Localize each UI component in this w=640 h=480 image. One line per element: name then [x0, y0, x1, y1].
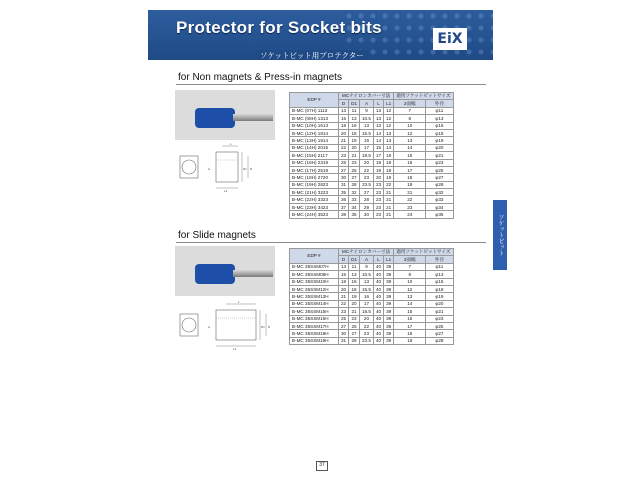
table-cell: 19 — [373, 159, 383, 166]
table-cell: 27 — [349, 174, 360, 181]
table-cell: 23 — [349, 159, 360, 166]
table-cell: φ25 — [426, 322, 453, 329]
table-cell: 22 — [384, 181, 394, 188]
col-group-cover: MCナイロンカバー寸法 — [339, 249, 394, 256]
label-D1: D1 — [243, 167, 247, 171]
bit-shaft — [233, 114, 273, 121]
table-cell: 40 — [373, 322, 383, 329]
table-row — [290, 189, 454, 196]
edp-code-cell: B-MC (07H) 1113 — [290, 107, 339, 114]
table-cell: 15.5 — [360, 129, 374, 136]
table-cell: 15 — [339, 115, 349, 122]
table-cell: 33 — [349, 196, 360, 203]
table-cell: 23.5 — [360, 181, 374, 188]
table-cell: φ18 — [426, 285, 453, 292]
col-header: D — [339, 256, 349, 263]
edp-code-cell: B-MC 35SSM19H — [290, 337, 339, 344]
section-rule — [176, 84, 486, 85]
table-cell: 7 — [394, 107, 426, 114]
dimension-drawing — [178, 298, 288, 358]
table-cell: 15 — [373, 144, 383, 151]
table-row — [290, 144, 454, 151]
table-cell: 22 — [360, 166, 374, 173]
table-cell: 40 — [373, 315, 383, 322]
table-cell: 18 — [384, 166, 394, 173]
table-cell: 7 — [394, 263, 426, 270]
edp-code-cell: B-MC (10H) 1613 — [290, 122, 339, 129]
table-cell: 18 — [384, 159, 394, 166]
table-cell: 21 — [339, 137, 349, 144]
table-cell: 39 — [384, 308, 394, 315]
table-row — [290, 308, 454, 315]
table-cell: φ18 — [426, 129, 453, 136]
edp-code-cell: B-MC 35SSM08H — [290, 271, 339, 278]
table-cell: 39 — [384, 315, 394, 322]
table-cell: 13 — [373, 115, 383, 122]
table-cell: 39 — [384, 293, 394, 300]
table-cell: 21 — [384, 211, 394, 218]
table-cell: 16 — [360, 137, 374, 144]
table-row — [290, 107, 454, 114]
table-cell: 27 — [360, 189, 374, 196]
table-cell: 12 — [384, 107, 394, 114]
table-cell: 12 — [384, 122, 394, 129]
edp-code-cell: B-MC (13H) 1914 — [290, 137, 339, 144]
table-cell: 30 — [339, 174, 349, 181]
table-cell: φ16 — [426, 122, 453, 129]
page-subtitle: ソケットビット用プロテクター — [256, 50, 368, 60]
edp-code-cell: B-MC (23H) 3423 — [290, 203, 339, 210]
table-row — [290, 263, 454, 270]
table-cell: φ32 — [426, 189, 453, 196]
table-cell: 30 — [339, 330, 349, 337]
section-title-slide-magnets: for Slide magnets — [178, 230, 256, 241]
table-cell: 20 — [360, 159, 374, 166]
table-cell: φ27 — [426, 174, 453, 181]
table-cell: 15.5 — [360, 285, 374, 292]
table-cell: 21 — [384, 189, 394, 196]
table-row — [290, 137, 454, 144]
edp-code-cell: B-MC 35SSM14H — [290, 300, 339, 307]
table-cell: φ28 — [426, 337, 453, 344]
table-row — [290, 315, 454, 322]
table-cell: 25 — [339, 315, 349, 322]
catalog-page — [148, 0, 493, 480]
table-cell: 18.5 — [360, 308, 374, 315]
table-cell: 19 — [373, 166, 383, 173]
table-cell: φ35 — [426, 211, 453, 218]
table-cell: 27 — [349, 330, 360, 337]
table-cell: 37 — [339, 203, 349, 210]
table-cell: 17 — [394, 322, 426, 329]
table-cell: φ21 — [426, 152, 453, 159]
label-L: L — [230, 142, 232, 146]
table-cell: 28 — [360, 196, 374, 203]
table-cell: 39 — [384, 300, 394, 307]
category-side-tab[interactable]: ソケットビット — [493, 200, 507, 270]
table-cell: 28 — [349, 337, 360, 344]
table-row — [290, 122, 454, 129]
table-row — [290, 330, 454, 337]
label-L: L — [238, 300, 240, 304]
table-row — [290, 337, 454, 344]
table-cell: 18.5 — [360, 152, 374, 159]
table-cell: φ11 — [426, 107, 453, 114]
table-row — [290, 174, 454, 181]
table-cell: 17 — [360, 300, 374, 307]
table-cell: 25 — [349, 166, 360, 173]
table-cell: 40 — [373, 293, 383, 300]
table-cell: 40 — [373, 330, 383, 337]
table-cell: 9 — [360, 107, 374, 114]
table-cell: 21 — [384, 196, 394, 203]
table-cell: 9 — [360, 263, 374, 270]
product-photo — [175, 246, 275, 296]
table-row — [290, 166, 454, 173]
table-cell: 35 — [349, 211, 360, 218]
table-cell: φ19 — [426, 293, 453, 300]
table-cell: 35 — [339, 189, 349, 196]
table-cell: 19 — [349, 137, 360, 144]
table-cell: 16 — [360, 293, 374, 300]
table-cell: 18 — [339, 278, 349, 285]
table-cell: 22 — [394, 196, 426, 203]
table-cell: 18 — [394, 330, 426, 337]
table-cell: 40 — [373, 263, 383, 270]
table-cell: 23 — [373, 196, 383, 203]
table-cell: 10 — [394, 278, 426, 285]
spec-table-slide-magnets — [289, 248, 454, 345]
page-title: Protector for Socket bits — [176, 18, 382, 37]
table-cell: φ13 — [426, 271, 453, 278]
edp-code-cell: B-MC 35SSM10H — [290, 278, 339, 285]
table-cell: 23.5 — [360, 337, 374, 344]
table-cell: 13 — [394, 137, 426, 144]
section-rule — [176, 242, 486, 243]
table-cell: 14 — [384, 144, 394, 151]
table-cell: 24 — [394, 211, 426, 218]
edp-code-cell: B-MC 35SSM13H — [290, 293, 339, 300]
table-cell: 14 — [373, 137, 383, 144]
table-cell: 20 — [339, 285, 349, 292]
table-cell: 39 — [384, 330, 394, 337]
label-A: A — [208, 167, 211, 171]
table-cell: 23 — [373, 181, 383, 188]
table-cell: 16 — [349, 278, 360, 285]
table-cell: 23 — [373, 211, 383, 218]
page-number: 37 — [316, 461, 328, 471]
table-row — [290, 271, 454, 278]
table-row — [290, 152, 454, 159]
table-cell: 23 — [360, 330, 374, 337]
table-cell: 39 — [384, 337, 394, 344]
table-cell: φ25 — [426, 166, 453, 173]
table-cell: 23 — [373, 189, 383, 196]
table-cell: 25 — [349, 322, 360, 329]
edp-code-cell: B-MC 35SSM15H — [290, 308, 339, 315]
col-group-socket: 適用ソケットビットサイズ — [394, 249, 453, 256]
table-cell: 18 — [349, 285, 360, 292]
table-cell: φ11 — [426, 263, 453, 270]
blue-protector — [195, 264, 235, 284]
table-cell: 17 — [373, 152, 383, 159]
table-cell: 38 — [339, 211, 349, 218]
table-cell: 20 — [373, 174, 383, 181]
table-cell: 18 — [339, 122, 349, 129]
col-edp: EDP # — [290, 249, 339, 264]
table-cell: 18 — [349, 129, 360, 136]
table-cell: 21 — [349, 308, 360, 315]
col-header: 2面幅 — [394, 100, 426, 107]
table-cell: 19 — [394, 181, 426, 188]
table-cell: 12 — [394, 285, 426, 292]
table-cell: 11 — [349, 263, 360, 270]
table-cell: 31 — [339, 181, 349, 188]
label-D: D — [268, 325, 271, 329]
col-edp: EDP # — [290, 93, 339, 108]
table-cell: φ21 — [426, 308, 453, 315]
table-cell: 23 — [349, 315, 360, 322]
table-cell: 20 — [349, 300, 360, 307]
table-cell: 16 — [394, 159, 426, 166]
table-cell: 39 — [384, 278, 394, 285]
col-header: L1 — [384, 256, 394, 263]
dimension-drawing — [178, 140, 288, 200]
table-row — [290, 129, 454, 136]
table-row — [290, 181, 454, 188]
table-cell: 14 — [394, 144, 426, 151]
table-cell: 34 — [349, 203, 360, 210]
table-cell: 23 — [373, 203, 383, 210]
table-cell: 21 — [384, 203, 394, 210]
table-cell: φ23 — [426, 315, 453, 322]
edp-code-cell: B-MC (21H) 3223 — [290, 189, 339, 196]
edp-code-cell: B-MC (08H) 1313 — [290, 115, 339, 122]
table-cell: φ33 — [426, 196, 453, 203]
table-cell: 12 — [394, 129, 426, 136]
edp-code-cell: B-MC 35SSM17H — [290, 322, 339, 329]
table-cell: 40 — [373, 285, 383, 292]
table-cell: φ20 — [426, 300, 453, 307]
brand-logo: EiX — [433, 28, 467, 50]
table-cell: 30 — [360, 211, 374, 218]
table-row — [290, 293, 454, 300]
table-cell: 39 — [384, 271, 394, 278]
table-cell: 14 — [373, 129, 383, 136]
edp-code-cell: B-MC (22H) 3323 — [290, 196, 339, 203]
col-group-cover: MCナイロンカバー寸法 — [339, 93, 394, 100]
table-cell: 23 — [339, 308, 349, 315]
table-row — [290, 285, 454, 292]
table-cell: 27 — [339, 322, 349, 329]
table-cell: φ27 — [426, 330, 453, 337]
table-cell: 13 — [349, 271, 360, 278]
product-photo — [175, 90, 275, 140]
table-cell: φ34 — [426, 203, 453, 210]
table-cell: 8 — [394, 115, 426, 122]
table-cell: 19 — [384, 174, 394, 181]
col-group-socket: 適用ソケットビットサイズ — [394, 93, 453, 100]
table-cell: 20 — [349, 144, 360, 151]
table-cell: 13 — [339, 263, 349, 270]
section-title-non-magnets: for Non magnets & Press-in magnets — [178, 72, 342, 83]
table-cell: 29 — [360, 203, 374, 210]
table-cell: 32 — [349, 189, 360, 196]
bit-shaft — [233, 270, 273, 277]
table-row — [290, 203, 454, 210]
table-cell: 22 — [339, 144, 349, 151]
col-header: L1 — [384, 100, 394, 107]
edp-code-cell: B-MC 35SSM18H — [290, 330, 339, 337]
table-cell: 23 — [360, 174, 374, 181]
table-cell: 14 — [394, 300, 426, 307]
table-cell: φ23 — [426, 159, 453, 166]
table-cell: 20 — [339, 129, 349, 136]
table-cell: 13 — [339, 107, 349, 114]
label-D: D — [250, 167, 253, 171]
table-cell: 19 — [394, 337, 426, 344]
table-row — [290, 300, 454, 307]
edp-code-cell: B-MC (14H) 2015 — [290, 144, 339, 151]
table-cell: 13 — [360, 122, 374, 129]
table-cell: 25 — [339, 159, 349, 166]
table-cell: 13 — [384, 129, 394, 136]
table-cell: 22 — [339, 300, 349, 307]
table-cell: 13 — [373, 107, 383, 114]
table-cell: 27 — [339, 166, 349, 173]
label-L1: L1 — [233, 347, 237, 351]
table-cell: 8 — [394, 271, 426, 278]
edp-code-cell: B-MC (24H) 3523 — [290, 211, 339, 218]
edp-code-cell: B-MC 35SSM16H — [290, 315, 339, 322]
header-banner — [148, 10, 493, 60]
col-header: D1 — [349, 100, 360, 107]
table-cell: 13 — [360, 278, 374, 285]
table-cell: 16 — [349, 122, 360, 129]
table-cell: 21 — [339, 293, 349, 300]
label-D1: D1 — [261, 325, 265, 329]
table-cell: 13 — [394, 293, 426, 300]
edp-code-cell: B-MC 35SSM12H — [290, 285, 339, 292]
table-cell: 10 — [394, 122, 426, 129]
table-cell: 23 — [394, 203, 426, 210]
col-header: A — [360, 100, 374, 107]
table-cell: φ28 — [426, 181, 453, 188]
edp-code-cell: B-MC 35SSM07H — [290, 263, 339, 270]
col-header: L — [373, 100, 383, 107]
col-header: D — [339, 100, 349, 107]
col-header: D1 — [349, 256, 360, 263]
table-cell: 39 — [384, 263, 394, 270]
table-cell: 10.5 — [360, 115, 374, 122]
edp-code-cell: B-MC (18H) 2720 — [290, 174, 339, 181]
table-row — [290, 322, 454, 329]
table-cell: 12 — [384, 115, 394, 122]
table-cell: 40 — [373, 278, 383, 285]
table-cell: φ16 — [426, 278, 453, 285]
label-A: A — [208, 325, 211, 329]
table-cell: 16 — [384, 152, 394, 159]
table-cell: 31 — [339, 337, 349, 344]
table-cell: 40 — [373, 308, 383, 315]
edp-code-cell: B-MC (17H) 2519 — [290, 166, 339, 173]
edp-code-cell: B-MC (12H) 1814 — [290, 129, 339, 136]
table-cell: 19 — [349, 293, 360, 300]
table-cell: 10.5 — [360, 271, 374, 278]
table-row — [290, 196, 454, 203]
table-cell: 23 — [339, 152, 349, 159]
table-cell: 17 — [394, 166, 426, 173]
col-header: 2面幅 — [394, 256, 426, 263]
table-cell: φ13 — [426, 115, 453, 122]
table-cell: 11 — [349, 107, 360, 114]
table-cell: 28 — [349, 181, 360, 188]
label-L1: L1 — [224, 189, 228, 193]
blue-protector — [195, 108, 235, 128]
table-cell: 40 — [373, 271, 383, 278]
col-header: 外径 — [426, 256, 453, 263]
table-cell: 22 — [360, 322, 374, 329]
table-row — [290, 115, 454, 122]
table-cell: 15 — [394, 308, 426, 315]
table-cell: 13 — [373, 122, 383, 129]
table-cell: φ19 — [426, 137, 453, 144]
table-cell: 17 — [360, 144, 374, 151]
table-cell: 36 — [339, 196, 349, 203]
table-row — [290, 159, 454, 166]
spec-table-non-magnets — [289, 92, 454, 219]
edp-code-cell: B-MC (15H) 2117 — [290, 152, 339, 159]
table-cell: 15 — [394, 152, 426, 159]
table-cell: 21 — [394, 189, 426, 196]
table-row — [290, 278, 454, 285]
table-cell: 40 — [373, 300, 383, 307]
table-row — [290, 211, 454, 218]
col-header: L — [373, 256, 383, 263]
table-cell: 18 — [394, 174, 426, 181]
table-cell: 20 — [360, 315, 374, 322]
edp-code-cell: B-MC (19H) 2823 — [290, 181, 339, 188]
edp-code-cell: B-MC (16H) 2319 — [290, 159, 339, 166]
col-header: A — [360, 256, 374, 263]
table-cell: 39 — [384, 322, 394, 329]
table-cell: 13 — [384, 137, 394, 144]
table-cell: φ20 — [426, 144, 453, 151]
table-cell: 21 — [349, 152, 360, 159]
table-cell: 40 — [373, 337, 383, 344]
table-cell: 15 — [339, 271, 349, 278]
table-cell: 16 — [394, 315, 426, 322]
table-cell: 39 — [384, 285, 394, 292]
col-header: 外径 — [426, 100, 453, 107]
table-cell: 13 — [349, 115, 360, 122]
